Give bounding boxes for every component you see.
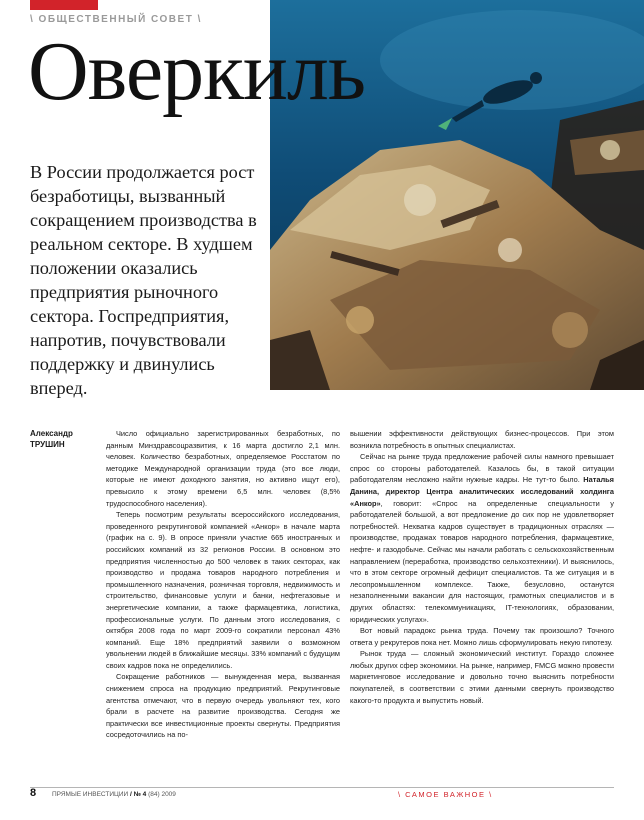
text-column-1	[106, 428, 340, 778]
section-label: \ ОБЩЕСТВЕННЫЙ СОВЕТ \	[30, 14, 202, 25]
issue-detail: (84) 2009	[146, 791, 176, 798]
red-accent-tab	[30, 0, 98, 10]
text-column-2	[350, 428, 614, 778]
author-last-name: ТРУШИН	[30, 440, 65, 449]
magazine-title: ПРЯМЫЕ ИНВЕСТИЦИИ	[52, 791, 129, 798]
issue-number: / № 4	[130, 791, 147, 798]
footer-section-label: \ САМОЕ ВАЖНОЕ \	[398, 790, 493, 799]
paragraph: Рынок труда — сложный экономический институт. Гораздо сложнее любых других сфер экономики. На рынке, например, FMCG можно провести маркетинговое исследование и довольно точно выяснить потребности покупателей, в соответствии с этими данными свернуть производство какого-то продукта и выпустить новый.	[350, 649, 614, 705]
paragraph: Вот новый парадокс рынка труда. Почему так произошло? Точного ответа у рекрутеров пока нет. Можно лишь сформулировать некую гипотезу.	[350, 626, 614, 647]
paragraph-with-quote	[350, 451, 614, 625]
paragraph: Теперь посмотрим результаты всероссийского исследования, проведенного рекрутинговой компанией «Анкор» в начале марта (график на с. 9). В опросе приняли участие 665 иностранных и российских компаний из 32 регионов России. В основном это предприятия численностью до 500 человек в таких секторах, как производство и продажа товаров народного потребления и промышленного назначения, розничная торговля, недвижимость и строительство, финансовые услуги и банки, нефтегазовые и энергетические компании, а также фармацевтика, логистика, профессиональные услуги. По данным этого исследования, с октября 2008 года по март 2009-го сократили персонал 43% компаний. Еще 18% предприятий заявили о возможном увольнении людей в ближайшие месяцы. 33% компаний с будущим своих кадров пока не определились.	[106, 510, 340, 670]
footer-divider	[30, 787, 614, 788]
paragraph: Сокращение работников — вынужденная мера, вызванная снижением спроса на продукцию предприятий. Рекрутинговые агентства отмечают, что в первую очередь увольняют тех, кого брали в расчете на развитие производства. Сегодня же практически все инвестиционные проекты свернуты. Предприятия сосредоточились на по-	[106, 672, 340, 740]
paragraph: Число официально зарегистрированных безработных, по данным Минздравсоцразвития, к 16 марта достигло 2,1 млн. человек. Количество безработных, определяемое Росстатом по методике Международной организации труда (это все люди, которые не имеют доходного занятия, но активно ищут его), превысило к этому времени 6,5 млн. человек (8,5% трудоспособного населения).	[106, 429, 340, 508]
page-number: 8	[30, 787, 37, 799]
article-title: Оверкиль	[28, 25, 366, 118]
paragraph-text: , говорит: «Спрос на определенные специальности у работодателей большой, а вот предложение до сих пор не удовлетворяет потребностей. Нехватка кадров существует в традиционных отраслях — производстве, продажах товаров народного потребления, фармацевтике, нефте- и газодобыче. Сейчас мы начали работать с сельскохозяйственным направлением (переработка, производство сельхозтехники). И выяснилось, что в этом секторе огромный дефицит специалистов. Та же ситуация и в лесопромышленном комплексе. Также, безусловно, останутся незаполненными вакансии для настоящих, грамотных специалистов и в других областях: телекоммуникациях, IT-технологиях, образовании, юридических услугах».	[350, 498, 614, 624]
author-first-name: Александр	[30, 429, 73, 438]
paragraph: вышении эффективности действующих бизнес-процессов. При этом возникла потребность в опытных специалистах.	[350, 429, 614, 450]
article-lead: В России продолжается рост безработицы, вызванный сокращением производства в реальном секторе. В худшем положении оказались предприятия рыночного сектора. Госпредприятия, напротив, почувствовали поддержку и двинулись вперед.	[30, 162, 257, 398]
paragraph-text: Сейчас на рынке труда предложение рабочей силы намного превышает спрос со стороны работодателей. Казалось бы, в такой ситуации работодателям несложно найти нужные кадры. Не тут-то было.	[350, 452, 614, 485]
author-byline	[30, 428, 102, 450]
magazine-name	[52, 791, 176, 798]
expert-name: Наталья Данина, директор Центра аналитических исследований холдинга «Анкор»	[350, 475, 614, 508]
